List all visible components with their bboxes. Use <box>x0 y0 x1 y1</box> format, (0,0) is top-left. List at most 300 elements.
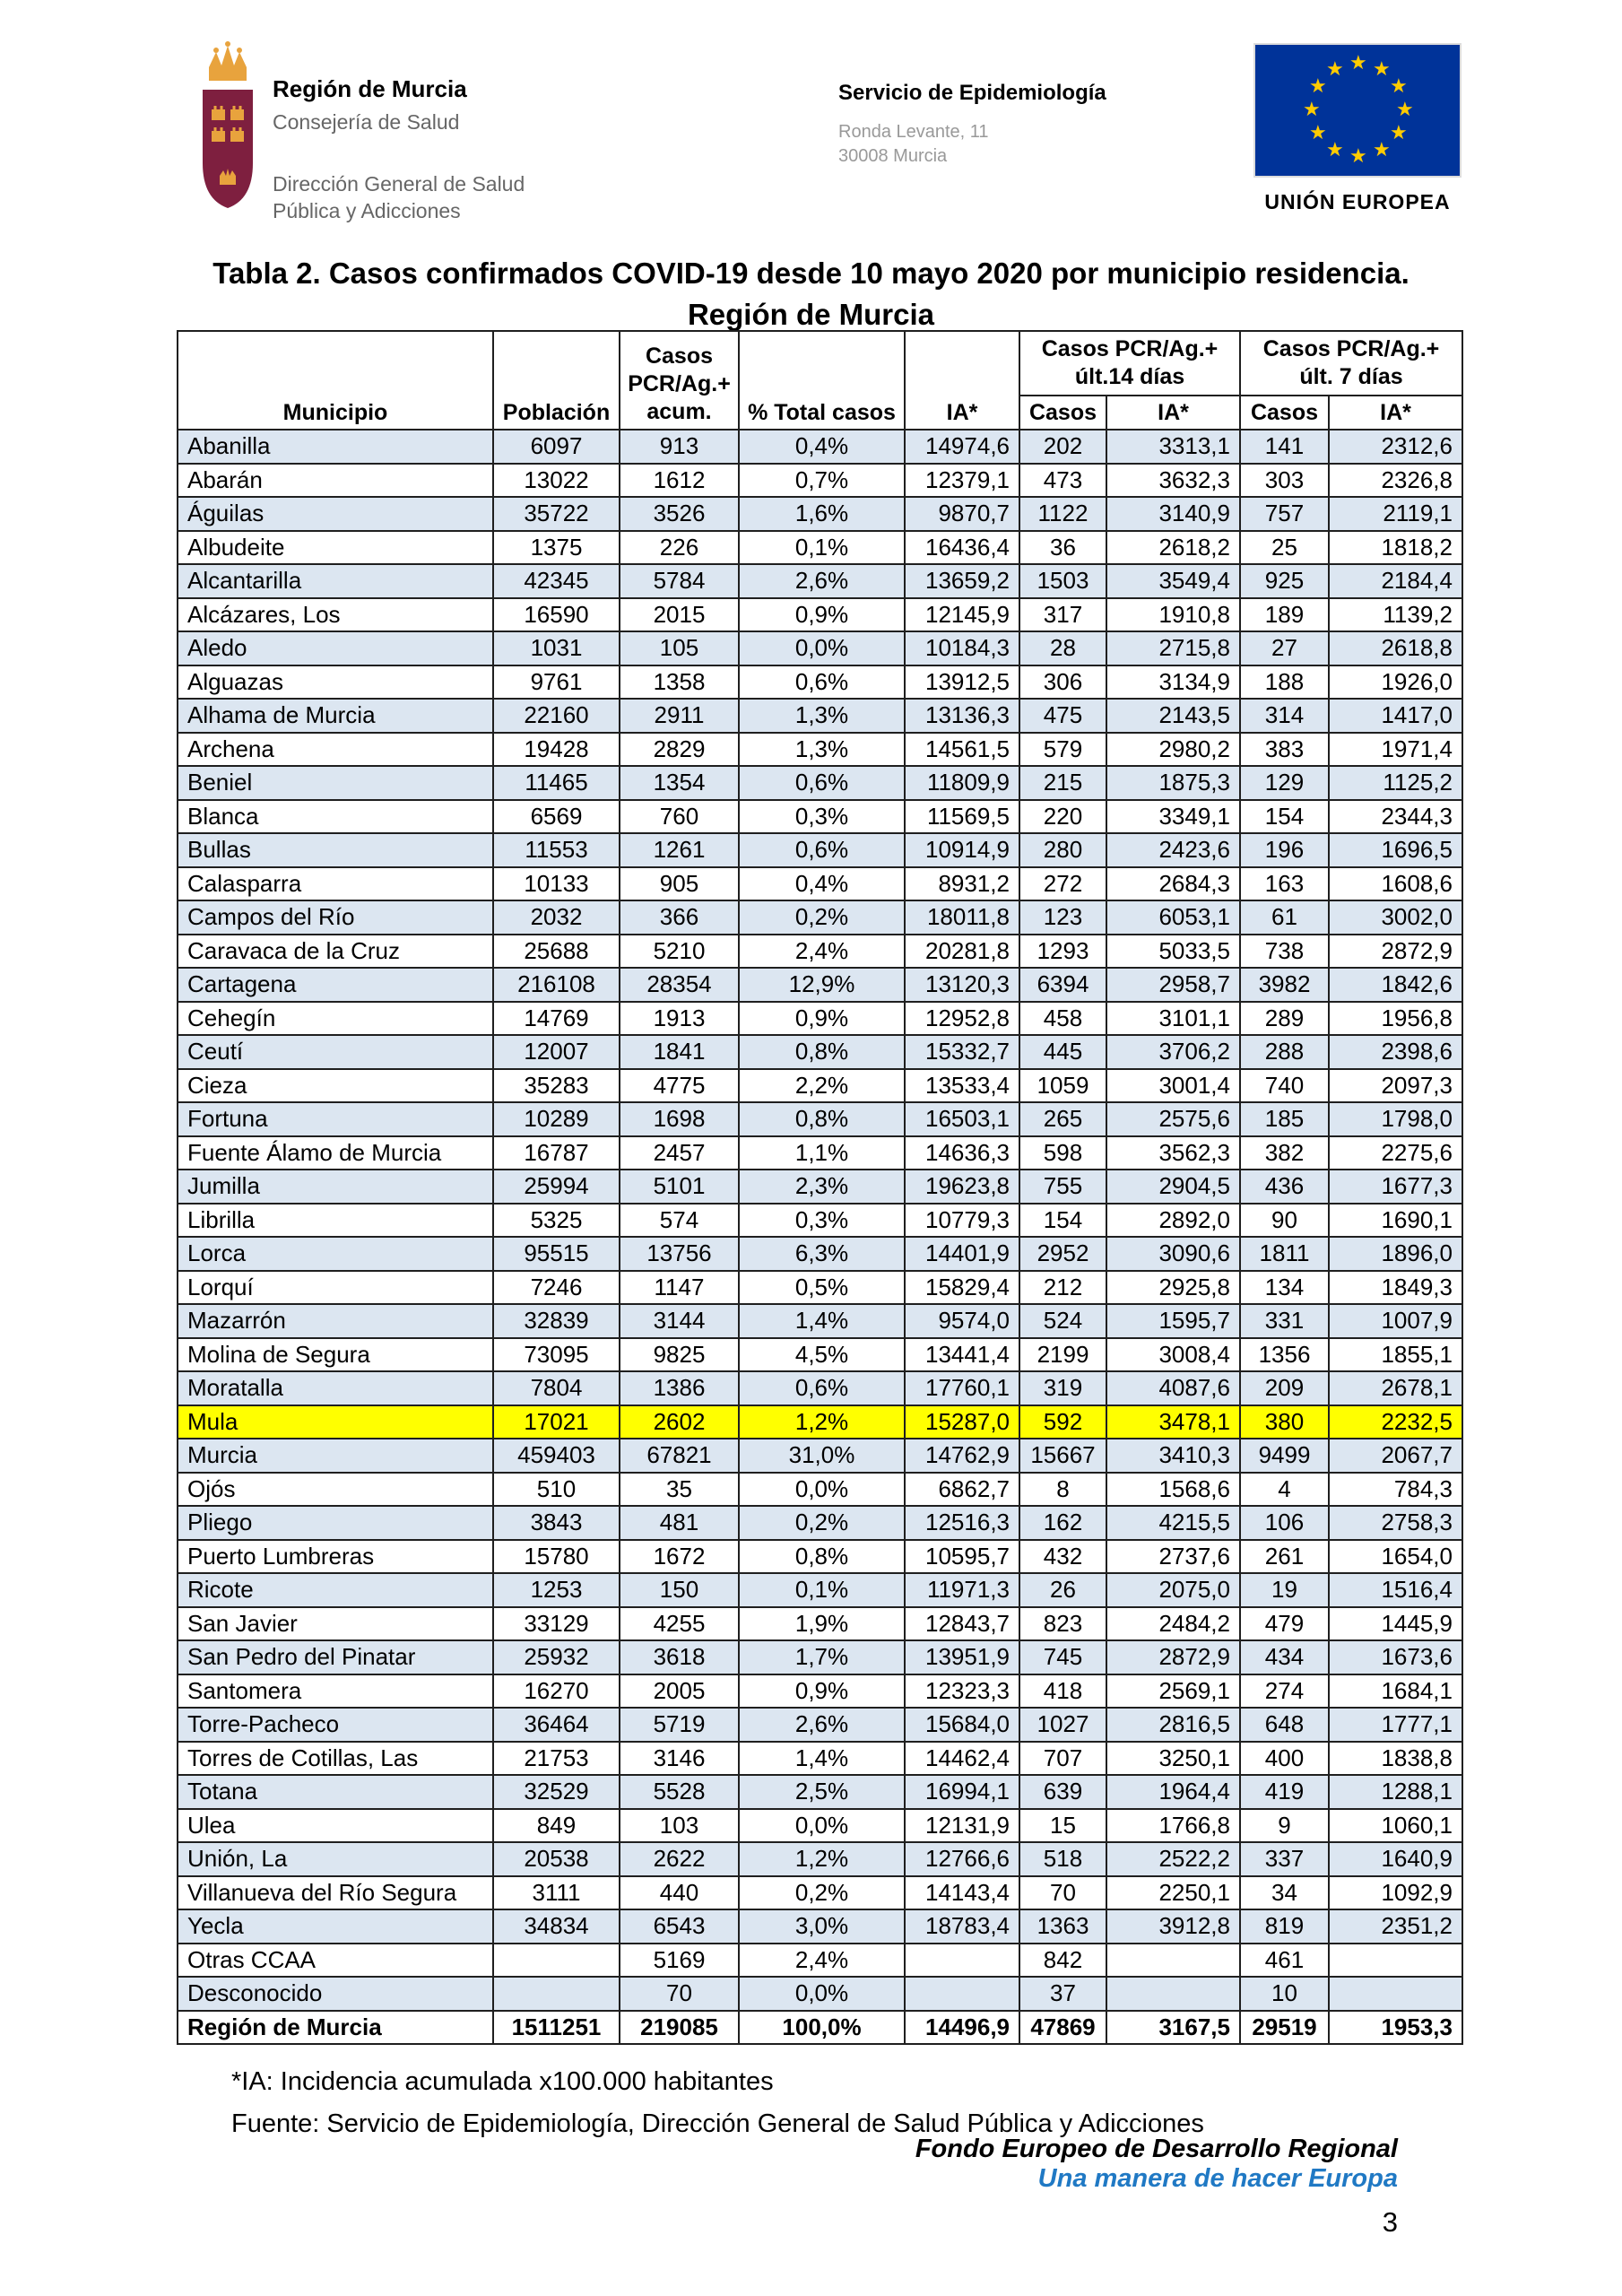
cell-ia-7: 3002,0 <box>1329 900 1462 935</box>
cell-casos-acum: 5101 <box>620 1170 739 1204</box>
cell-ia-7: 1798,0 <box>1329 1102 1462 1136</box>
cell-municipio: Beniel <box>178 766 493 800</box>
cell-casos-acum: 2005 <box>620 1674 739 1709</box>
cell-municipio: Cartagena <box>178 968 493 1002</box>
cell-ia-7: 1690,1 <box>1329 1204 1462 1238</box>
table-row <box>178 598 1462 632</box>
cell-ia: 15829,4 <box>905 1271 1019 1305</box>
cell-casos-7: 274 <box>1240 1674 1329 1709</box>
cell-ia-14: 3167,5 <box>1106 2011 1240 2045</box>
cell-ia-14: 4215,5 <box>1106 1506 1240 1540</box>
cell-ia: 10184,3 <box>905 631 1019 665</box>
cell-poblacion: 3111 <box>493 1876 620 1910</box>
sub-header-ia-14: IA* <box>1106 396 1240 430</box>
cell-ia: 6862,7 <box>905 1473 1019 1507</box>
cell-municipio: Torre-Pacheco <box>178 1708 493 1742</box>
cell-municipio: Jumilla <box>178 1170 493 1204</box>
cell-casos-acum: 105 <box>620 631 739 665</box>
cell-poblacion: 95515 <box>493 1237 620 1271</box>
cell-casos-7: 3982 <box>1240 968 1329 1002</box>
sub-header-ia-7: IA* <box>1329 396 1462 430</box>
cell-casos-7: 163 <box>1240 867 1329 901</box>
cell-casos-7: 141 <box>1240 430 1329 464</box>
table-row <box>178 430 1462 464</box>
cell-casos-14: 319 <box>1019 1371 1106 1405</box>
cell-poblacion: 1375 <box>493 531 620 565</box>
cell-ia: 12952,8 <box>905 1002 1019 1036</box>
table-row <box>178 1405 1462 1439</box>
cell-ia <box>905 1977 1019 2011</box>
cell-casos-14: 162 <box>1019 1506 1106 1540</box>
cell-casos-acum: 3526 <box>620 497 739 531</box>
cell-pct-total: 0,4% <box>739 430 905 464</box>
cell-casos-acum: 4775 <box>620 1069 739 1103</box>
cell-pct-total: 0,8% <box>739 1035 905 1069</box>
table-row <box>178 1573 1462 1607</box>
cell-ia: 13136,3 <box>905 699 1019 733</box>
sub-header-casos-7: Casos <box>1240 396 1329 430</box>
cell-pct-total: 0,2% <box>739 1876 905 1910</box>
cell-ia-7: 1818,2 <box>1329 531 1462 565</box>
cell-ia: 9870,7 <box>905 497 1019 531</box>
cell-municipio: Puerto Lumbreras <box>178 1540 493 1574</box>
cell-poblacion: 1511251 <box>493 2011 620 2045</box>
cell-casos-7: 925 <box>1240 564 1329 598</box>
cell-ia-7: 1926,0 <box>1329 665 1462 700</box>
cell-casos-acum: 3618 <box>620 1640 739 1674</box>
cell-ia-7: 2758,3 <box>1329 1506 1462 1540</box>
table-body <box>178 430 1462 2044</box>
cell-casos-7: 303 <box>1240 464 1329 498</box>
cell-ia-7: 1288,1 <box>1329 1775 1462 1809</box>
cell-ia-14: 3134,9 <box>1106 665 1240 700</box>
cell-ia-14: 2980,2 <box>1106 733 1240 767</box>
cell-casos-acum: 1841 <box>620 1035 739 1069</box>
cell-casos-7: 461 <box>1240 1944 1329 1978</box>
table-row <box>178 531 1462 565</box>
footer-fondo: Fondo Europeo de Desarrollo Regional <box>915 2135 1398 2163</box>
cell-ia: 9574,0 <box>905 1304 1019 1338</box>
cell-ia: 19623,8 <box>905 1170 1019 1204</box>
cell-pct-total: 2,6% <box>739 1708 905 1742</box>
cell-municipio: Murcia <box>178 1439 493 1473</box>
table-row <box>178 1977 1462 2011</box>
cell-casos-7: 419 <box>1240 1775 1329 1809</box>
cell-casos-7: 106 <box>1240 1506 1329 1540</box>
table-row <box>178 1876 1462 1910</box>
cell-casos-acum: 913 <box>620 430 739 464</box>
cell-casos-14: 524 <box>1019 1304 1106 1338</box>
cell-casos-7: 383 <box>1240 733 1329 767</box>
cell-pct-total: 1,3% <box>739 699 905 733</box>
cell-ia-7: 1696,5 <box>1329 833 1462 867</box>
cell-municipio: Molina de Segura <box>178 1338 493 1372</box>
group-header-14-dias: Casos PCR/Ag.+ últ.14 días <box>1019 331 1240 396</box>
cell-pct-total: 0,0% <box>739 1977 905 2011</box>
cell-ia-14: 2075,0 <box>1106 1573 1240 1607</box>
cell-ia-7: 1896,0 <box>1329 1237 1462 1271</box>
cell-casos-14: 639 <box>1019 1775 1106 1809</box>
cell-poblacion: 849 <box>493 1809 620 1843</box>
cell-ia-14: 1766,8 <box>1106 1809 1240 1843</box>
cell-casos-7: 29519 <box>1240 2011 1329 2045</box>
cell-casos-14: 202 <box>1019 430 1106 464</box>
cell-ia-14: 3001,4 <box>1106 1069 1240 1103</box>
cell-casos-14: 707 <box>1019 1742 1106 1776</box>
cell-ia: 14143,4 <box>905 1876 1019 1910</box>
cell-poblacion: 19428 <box>493 733 620 767</box>
cell-poblacion: 11553 <box>493 833 620 867</box>
cell-municipio: Pliego <box>178 1506 493 1540</box>
cell-ia-14: 3250,1 <box>1106 1742 1240 1776</box>
table-row <box>178 1842 1462 1876</box>
cell-ia-14: 4087,6 <box>1106 1371 1240 1405</box>
cell-municipio: Abanilla <box>178 430 493 464</box>
cell-ia-7: 2351,2 <box>1329 1909 1462 1944</box>
cell-ia-7: 2872,9 <box>1329 935 1462 969</box>
cell-casos-14: 154 <box>1019 1204 1106 1238</box>
cell-casos-14: 579 <box>1019 733 1106 767</box>
cell-casos-7: 1356 <box>1240 1338 1329 1372</box>
cell-ia-14: 2575,6 <box>1106 1102 1240 1136</box>
cell-pct-total: 0,2% <box>739 1506 905 1540</box>
cell-pct-total: 0,3% <box>739 1204 905 1238</box>
cell-poblacion: 459403 <box>493 1439 620 1473</box>
cell-municipio: Mula <box>178 1405 493 1439</box>
cell-poblacion: 32839 <box>493 1304 620 1338</box>
cell-ia-7 <box>1329 1944 1462 1978</box>
cell-pct-total: 0,4% <box>739 867 905 901</box>
table-row <box>178 1742 1462 1776</box>
cell-ia-7: 2312,6 <box>1329 430 1462 464</box>
cell-ia-7: 1608,6 <box>1329 867 1462 901</box>
cell-ia-14: 2892,0 <box>1106 1204 1240 1238</box>
cell-casos-acum: 5210 <box>620 935 739 969</box>
page-title <box>0 253 1622 335</box>
cell-ia: 11809,9 <box>905 766 1019 800</box>
cell-casos-14: 15667 <box>1019 1439 1106 1473</box>
cell-ia-14: 6053,1 <box>1106 900 1240 935</box>
cell-casos-7: 1811 <box>1240 1237 1329 1271</box>
cell-ia: 14496,9 <box>905 2011 1019 2045</box>
cell-ia-14: 3008,4 <box>1106 1338 1240 1372</box>
cell-casos-14: 26 <box>1019 1573 1106 1607</box>
cell-municipio: Campos del Río <box>178 900 493 935</box>
cell-pct-total: 2,4% <box>739 1944 905 1978</box>
eu-flag-icon: ★ ★ ★ ★ ★ ★ ★ ★ ★ ★ ★ ★ <box>1253 43 1462 178</box>
cell-ia: 12323,3 <box>905 1674 1019 1709</box>
cell-poblacion: 7246 <box>493 1271 620 1305</box>
cell-municipio: Villanueva del Río Segura <box>178 1876 493 1910</box>
cell-pct-total: 1,6% <box>739 497 905 531</box>
cell-pct-total: 0,3% <box>739 800 905 834</box>
cell-casos-7: 61 <box>1240 900 1329 935</box>
cell-poblacion: 25994 <box>493 1170 620 1204</box>
cell-casos-14: 473 <box>1019 464 1106 498</box>
footnotes <box>231 2061 1204 2145</box>
service-address-line1: Ronda Levante, 11 <box>838 122 989 142</box>
cell-casos-14: 272 <box>1019 867 1106 901</box>
cell-casos-7: 19 <box>1240 1573 1329 1607</box>
cell-casos-14: 1059 <box>1019 1069 1106 1103</box>
cell-casos-14: 518 <box>1019 1842 1106 1876</box>
cell-casos-acum: 574 <box>620 1204 739 1238</box>
cell-municipio: Ricote <box>178 1573 493 1607</box>
cell-municipio: Otras CCAA <box>178 1944 493 1978</box>
cell-casos-7: 331 <box>1240 1304 1329 1338</box>
cell-casos-acum: 103 <box>620 1809 739 1843</box>
cell-ia: 10914,9 <box>905 833 1019 867</box>
cell-casos-7: 740 <box>1240 1069 1329 1103</box>
cell-casos-14: 823 <box>1019 1607 1106 1641</box>
cell-ia-14: 2484,2 <box>1106 1607 1240 1641</box>
cell-poblacion: 16270 <box>493 1674 620 1709</box>
cell-ia-7: 1445,9 <box>1329 1607 1462 1641</box>
cell-ia-7: 1684,1 <box>1329 1674 1462 1709</box>
cell-casos-7: 188 <box>1240 665 1329 700</box>
cell-pct-total: 0,6% <box>739 665 905 700</box>
cell-pct-total: 0,9% <box>739 1002 905 1036</box>
cell-municipio: Archena <box>178 733 493 767</box>
cell-casos-acum: 67821 <box>620 1439 739 1473</box>
cell-casos-acum: 481 <box>620 1506 739 1540</box>
cell-casos-7: 289 <box>1240 1002 1329 1036</box>
table-row <box>178 1035 1462 1069</box>
cell-pct-total: 0,0% <box>739 631 905 665</box>
cell-ia-14: 1910,8 <box>1106 598 1240 632</box>
cell-casos-7: 27 <box>1240 631 1329 665</box>
covid-cases-table <box>177 330 1463 2045</box>
cell-casos-7: 648 <box>1240 1708 1329 1742</box>
cell-poblacion: 12007 <box>493 1035 620 1069</box>
cell-casos-14: 1503 <box>1019 564 1106 598</box>
cell-casos-acum: 3144 <box>620 1304 739 1338</box>
cell-ia-14: 2423,6 <box>1106 833 1240 867</box>
cell-municipio: Ceutí <box>178 1035 493 1069</box>
cell-poblacion: 10289 <box>493 1102 620 1136</box>
table-row <box>178 1473 1462 1507</box>
cell-poblacion: 216108 <box>493 968 620 1002</box>
cell-pct-total: 1,4% <box>739 1742 905 1776</box>
cell-casos-7: 380 <box>1240 1405 1329 1439</box>
cell-pct-total: 1,3% <box>739 733 905 767</box>
cell-poblacion: 35722 <box>493 497 620 531</box>
cell-municipio: Caravaca de la Cruz <box>178 935 493 969</box>
cell-ia: 14401,9 <box>905 1237 1019 1271</box>
cell-ia-7: 1417,0 <box>1329 699 1462 733</box>
cell-poblacion: 10133 <box>493 867 620 901</box>
cell-ia: 14762,9 <box>905 1439 1019 1473</box>
cell-ia-7: 1640,9 <box>1329 1842 1462 1876</box>
cell-pct-total: 0,7% <box>739 464 905 498</box>
cell-casos-14: 47869 <box>1019 2011 1106 2045</box>
cell-pct-total: 0,8% <box>739 1102 905 1136</box>
cell-ia-14: 2143,5 <box>1106 699 1240 733</box>
cell-ia-7: 1855,1 <box>1329 1338 1462 1372</box>
cell-casos-acum: 5169 <box>620 1944 739 1978</box>
cell-poblacion: 5325 <box>493 1204 620 1238</box>
cell-ia-14: 5033,5 <box>1106 935 1240 969</box>
cell-casos-acum: 70 <box>620 1977 739 2011</box>
cell-pct-total: 2,3% <box>739 1170 905 1204</box>
cell-poblacion: 42345 <box>493 564 620 598</box>
cell-casos-acum: 366 <box>620 900 739 935</box>
cell-casos-acum: 9825 <box>620 1338 739 1372</box>
cell-ia: 13659,2 <box>905 564 1019 598</box>
table-row <box>178 1170 1462 1204</box>
cell-pct-total: 1,2% <box>739 1405 905 1439</box>
cell-ia-14: 3090,6 <box>1106 1237 1240 1271</box>
cell-poblacion <box>493 1977 620 2011</box>
cell-casos-14: 215 <box>1019 766 1106 800</box>
cell-casos-acum: 2622 <box>620 1842 739 1876</box>
cell-ia-14: 2958,7 <box>1106 968 1240 1002</box>
cell-municipio: Desconocido <box>178 1977 493 2011</box>
cell-ia: 14462,4 <box>905 1742 1019 1776</box>
cell-ia-7: 1007,9 <box>1329 1304 1462 1338</box>
cell-casos-7: 90 <box>1240 1204 1329 1238</box>
cell-municipio: Cieza <box>178 1069 493 1103</box>
table-row <box>178 1271 1462 1305</box>
col-header-ia: IA* <box>905 331 1019 430</box>
cell-pct-total: 0,6% <box>739 1371 905 1405</box>
cell-ia-7: 2067,7 <box>1329 1439 1462 1473</box>
table-row <box>178 1809 1462 1843</box>
cell-poblacion: 32529 <box>493 1775 620 1809</box>
cell-casos-acum: 1913 <box>620 1002 739 1036</box>
cell-casos-7: 261 <box>1240 1540 1329 1574</box>
footer-manera: Una manera de hacer Europa <box>1037 2164 1398 2193</box>
cell-pct-total: 4,5% <box>739 1338 905 1372</box>
cell-municipio: Santomera <box>178 1674 493 1709</box>
cell-ia-7: 2398,6 <box>1329 1035 1462 1069</box>
service-address-block <box>838 81 1106 169</box>
cell-ia-7: 1849,3 <box>1329 1271 1462 1305</box>
cell-ia: 11971,3 <box>905 1573 1019 1607</box>
cell-casos-7: 185 <box>1240 1102 1329 1136</box>
cell-casos-7: 400 <box>1240 1742 1329 1776</box>
cell-poblacion: 33129 <box>493 1607 620 1641</box>
cell-casos-7: 314 <box>1240 699 1329 733</box>
cell-ia-14: 3410,3 <box>1106 1439 1240 1473</box>
cell-casos-14: 445 <box>1019 1035 1106 1069</box>
cell-ia-14: 3706,2 <box>1106 1035 1240 1069</box>
service-name: Servicio de Epidemiología <box>838 81 1106 105</box>
cell-casos-7: 209 <box>1240 1371 1329 1405</box>
cell-poblacion: 21753 <box>493 1742 620 1776</box>
cell-municipio: Albudeite <box>178 531 493 565</box>
cell-ia-14: 3478,1 <box>1106 1405 1240 1439</box>
cell-poblacion: 20538 <box>493 1842 620 1876</box>
cell-ia: 16503,1 <box>905 1102 1019 1136</box>
cell-casos-acum: 4255 <box>620 1607 739 1641</box>
footnote-ia: *IA: Incidencia acumulada x100.000 habitantes <box>231 2067 774 2096</box>
cell-poblacion: 16590 <box>493 598 620 632</box>
cell-casos-14: 70 <box>1019 1876 1106 1910</box>
cell-ia: 15332,7 <box>905 1035 1019 1069</box>
cell-poblacion: 14769 <box>493 1002 620 1036</box>
cell-casos-7: 129 <box>1240 766 1329 800</box>
cell-municipio: Blanca <box>178 800 493 834</box>
cell-municipio: Región de Murcia <box>178 2011 493 2045</box>
cell-casos-7: 434 <box>1240 1640 1329 1674</box>
cell-ia-7: 1654,0 <box>1329 1540 1462 1574</box>
cell-casos-14: 212 <box>1019 1271 1106 1305</box>
cell-casos-acum: 2829 <box>620 733 739 767</box>
cell-casos-7: 154 <box>1240 800 1329 834</box>
page-title-line2: Región de Murcia <box>687 298 935 331</box>
cell-casos-7: 9499 <box>1240 1439 1329 1473</box>
cell-poblacion: 7804 <box>493 1371 620 1405</box>
eu-block <box>1253 43 1462 214</box>
col-header-casos-acum: Casos PCR/Ag.+ acum. <box>620 331 739 430</box>
cell-ia: 18011,8 <box>905 900 1019 935</box>
cell-pct-total: 12,9% <box>739 968 905 1002</box>
table-row <box>178 1506 1462 1540</box>
cell-ia-14: 2715,8 <box>1106 631 1240 665</box>
cell-casos-7: 479 <box>1240 1607 1329 1641</box>
murcia-coat-of-arms-icon <box>195 39 260 219</box>
cell-ia-14: 3313,1 <box>1106 430 1240 464</box>
cell-ia-14 <box>1106 1944 1240 1978</box>
cell-pct-total: 2,6% <box>739 564 905 598</box>
cell-casos-acum: 1672 <box>620 1540 739 1574</box>
murcia-logo-subtitle: Consejería de Salud <box>273 110 460 134</box>
cell-ia: 13441,4 <box>905 1338 1019 1372</box>
cell-ia-7: 1092,9 <box>1329 1876 1462 1910</box>
cell-municipio: Fortuna <box>178 1102 493 1136</box>
cell-municipio: Lorquí <box>178 1271 493 1305</box>
cell-municipio: Moratalla <box>178 1371 493 1405</box>
table-row <box>178 2011 1462 2045</box>
cell-poblacion: 17021 <box>493 1405 620 1439</box>
cell-casos-14: 123 <box>1019 900 1106 935</box>
cell-ia-7 <box>1329 1977 1462 2011</box>
cell-casos-14: 418 <box>1019 1674 1106 1709</box>
table-row <box>178 497 1462 531</box>
cell-casos-14: 842 <box>1019 1944 1106 1978</box>
cell-casos-acum: 1612 <box>620 464 739 498</box>
cell-poblacion: 11465 <box>493 766 620 800</box>
cell-ia: 12131,9 <box>905 1809 1019 1843</box>
cell-ia: 13120,3 <box>905 968 1019 1002</box>
cell-casos-14: 265 <box>1019 1102 1106 1136</box>
cell-ia-14: 2569,1 <box>1106 1674 1240 1709</box>
cell-casos-acum: 35 <box>620 1473 739 1507</box>
cell-ia-14: 2737,6 <box>1106 1540 1240 1574</box>
cell-pct-total: 1,7% <box>739 1640 905 1674</box>
cell-poblacion: 36464 <box>493 1708 620 1742</box>
table-row <box>178 900 1462 935</box>
cell-casos-14: 1363 <box>1019 1909 1106 1944</box>
cell-poblacion: 16787 <box>493 1136 620 1170</box>
cell-poblacion: 15780 <box>493 1540 620 1574</box>
cell-ia-14: 2618,2 <box>1106 531 1240 565</box>
cell-casos-7: 288 <box>1240 1035 1329 1069</box>
table-row <box>178 1540 1462 1574</box>
cell-casos-7: 382 <box>1240 1136 1329 1170</box>
cell-casos-7: 189 <box>1240 598 1329 632</box>
table-row <box>178 1439 1462 1473</box>
cell-municipio: Alguazas <box>178 665 493 700</box>
cell-casos-acum: 1386 <box>620 1371 739 1405</box>
cell-municipio: Librilla <box>178 1204 493 1238</box>
cell-ia: 11569,5 <box>905 800 1019 834</box>
cell-pct-total: 1,4% <box>739 1304 905 1338</box>
cell-pct-total: 6,3% <box>739 1237 905 1271</box>
cell-poblacion: 6569 <box>493 800 620 834</box>
cell-municipio: Lorca <box>178 1237 493 1271</box>
